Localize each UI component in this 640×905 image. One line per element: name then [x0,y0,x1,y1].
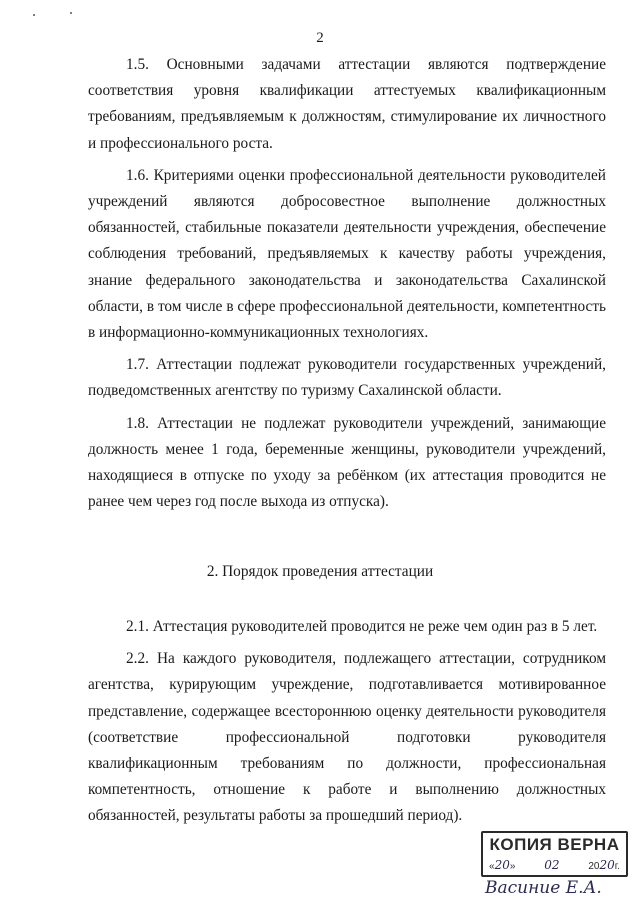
stamp-date [489,858,620,872]
certified-copy-stamp [481,831,628,877]
stamp-day: «20» [489,858,516,872]
handwritten-signature: Васиние Е.А. [485,878,602,898]
stamp-month: 02 [544,858,560,872]
paragraph-1-7: 1.7. Аттестации подлежат руководители государственных учреждений, подведомственных агентству по туризму Сахалинской области. [88,356,606,400]
text-block-bottom [88,614,606,830]
section-heading: 2. Порядок проведения аттестации [206,563,434,580]
paragraph-1-5: 1.5. Основными задачами аттестации являются подтверждение соответствия уровня квалификации аттестуемых квалификационным требованиям, предъявляемым к должностям, стимулирование их личностного и профессионального роста. [88,56,606,152]
stamp-year: 2020г. [588,858,620,872]
text-block-top [88,52,606,515]
stamp-day-value: 20 [494,858,510,872]
scan-speck [33,14,35,16]
paragraph-1-6: 1.6. Критериями оценки профессиональной деятельности руководителей учреждений являются добросовестное выполнение должностных обязанностей, стабильные показатели деятельности учреждения, обеспечение соблюдения требований, предъявляемых к качеству работы учреждения, знание федерального законодательства и законодательства Сахалинской области, в том числе в сфере профессиональной деятельности, компетентность в информационно-коммуникационных технологиях. [88,166,606,342]
paragraph-2-2: 2.2. На каждого руководителя, подлежащего аттестации, сотрудником агентства, курирующим учреждение, подготавливается мотивированное представление, содержащее всестороннюю оценку деятельности руководителя (соответствие профессиональной подготовки руководителя квалификационным требованиям по должности, профессиональная компетентность, отношение к работе и выполнению должностных обязанностей, результаты работы за прошедший период). [88,650,606,825]
page-number: 2 [316,30,324,46]
stamp-year-value: 20 [599,858,615,872]
paragraph-1-8: 1.8. Аттестации не подлежат руководители учреждений, занимающие должность менее 1 года, беременные женщины, руководители учреждений, находящиеся в отпуске по уходу за ребёнком (их аттестация проводится не ранее чем через год после выхода из отпуска). [88,414,606,511]
stamp-title: КОПИЯ ВЕРНА [489,835,620,854]
scan-speck [70,12,72,14]
paragraph-2-1: 2.1. Аттестация руководителей проводится не реже чем один раз в 5 лет. [126,618,598,635]
